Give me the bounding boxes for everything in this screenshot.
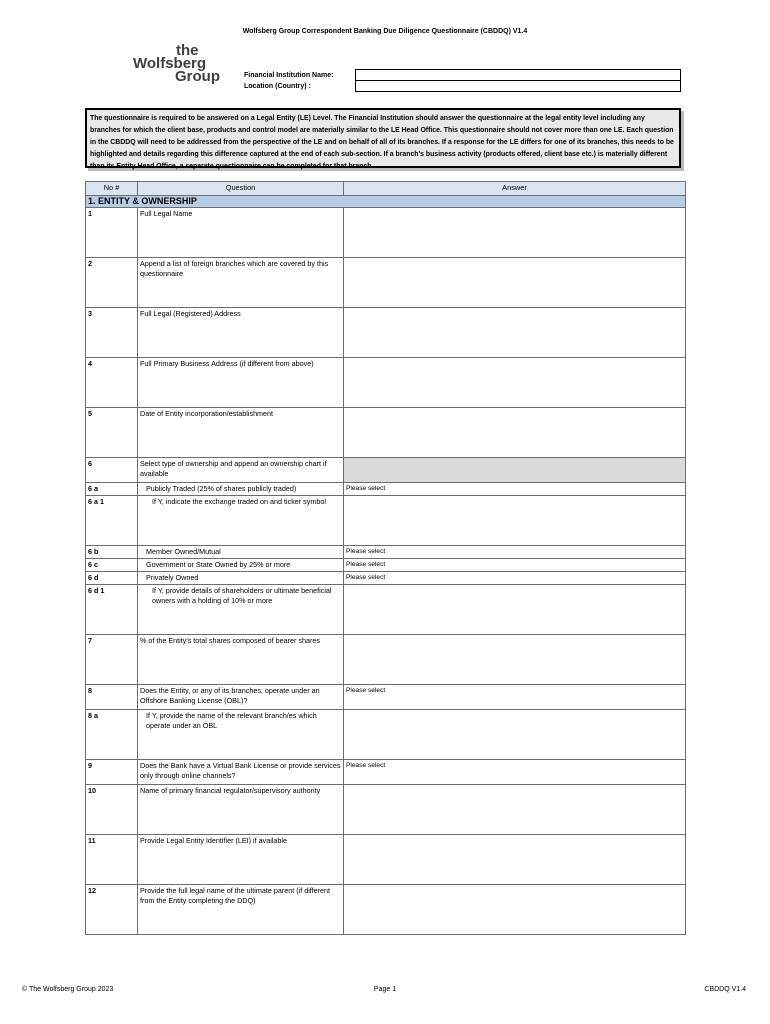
- row-number: 6 c: [86, 559, 138, 572]
- table-row: [86, 760, 686, 785]
- row-number: 6 a 1: [86, 496, 138, 546]
- table-row: [86, 308, 686, 358]
- row-number: 8 a: [86, 710, 138, 760]
- answer-select[interactable]: Please select: [344, 483, 686, 496]
- row-question: If Y, provide details of shareholders or ultimate beneficial owners with a holding of 10% or more: [138, 585, 344, 635]
- row-question: Full Legal Name: [138, 208, 344, 258]
- row-question: Date of Entity incorporation/establishment: [138, 408, 344, 458]
- row-question: If Y, indicate the exchange traded on and ticker symbol: [138, 496, 344, 546]
- table-row: [86, 585, 686, 635]
- row-number: 12: [86, 885, 138, 935]
- table-row: [86, 835, 686, 885]
- row-question: If Y, provide the name of the relevant branch/es which operate under an OBL: [138, 710, 344, 760]
- row-number: 3: [86, 308, 138, 358]
- answer-select[interactable]: Please select: [344, 760, 686, 785]
- header-answer: Answer: [344, 182, 686, 196]
- row-number: 6 a: [86, 483, 138, 496]
- row-question: Append a list of foreign branches which are covered by this questionnaire: [138, 258, 344, 308]
- table-row: [86, 885, 686, 935]
- answer-field[interactable]: [344, 835, 686, 885]
- wolfsberg-logo: the Wolfsberg Group: [133, 42, 220, 85]
- table-row: [86, 559, 686, 572]
- answer-select[interactable]: Please select: [344, 572, 686, 585]
- table-row: [86, 546, 686, 559]
- answer-field[interactable]: [344, 358, 686, 408]
- table-row: [86, 710, 686, 760]
- questionnaire-table: [85, 181, 686, 935]
- row-question: Provide Legal Entity Identifier (LEI) if available: [138, 835, 344, 885]
- header-question: Question: [138, 182, 344, 196]
- answer-select[interactable]: Please select: [344, 559, 686, 572]
- footer-copyright: © The Wolfsberg Group 2023: [22, 986, 114, 993]
- row-question: Full Primary Business Address (if different from above): [138, 358, 344, 408]
- row-question: Government or State Owned by 25% or more: [138, 559, 344, 572]
- answer-field[interactable]: [344, 635, 686, 685]
- table-row: [86, 208, 686, 258]
- row-question: Publicly Traded (25% of shares publicly traded): [138, 483, 344, 496]
- fi-name-field[interactable]: [355, 69, 681, 81]
- footer-page-number: Page 1: [373, 986, 397, 993]
- answer-field[interactable]: [344, 885, 686, 935]
- row-number: 2: [86, 258, 138, 308]
- row-question: Provide the full legal name of the ultimate parent (if different from the Entity completing the DDQ): [138, 885, 344, 935]
- answer-field[interactable]: [344, 408, 686, 458]
- table-row: [86, 483, 686, 496]
- row-question: Does the Entity, or any of its branches, operate under an Offshore Banking License (OBL)?: [138, 685, 344, 710]
- row-question: Name of primary financial regulator/supervisory authority: [138, 785, 344, 835]
- table-header-row: [86, 182, 686, 196]
- answer-field-disabled: [344, 458, 686, 483]
- table-row: [86, 258, 686, 308]
- table-row: [86, 496, 686, 546]
- row-question: Member Owned/Mutual: [138, 546, 344, 559]
- table-row: [86, 408, 686, 458]
- institution-labels: [244, 70, 333, 92]
- row-number: 6 d: [86, 572, 138, 585]
- answer-field[interactable]: [344, 785, 686, 835]
- fi-name-label: Financial Institution Name:: [244, 72, 334, 79]
- section-row: [86, 196, 686, 208]
- intro-instructions: The questionnaire is required to be answered on a Legal Entity (LE) Level. The Financial Institution should answer the questionnaire at the legal entity level including any branches for which the client base, products and control model are materially similar to the LE Head Office. This questionnaire should not cover more than one LE. Each question in the CBDDQ will need to be addressed from the perspective of the LE and on behalf of all of its branches. If a response for the LE differs for one of its branches, this needs to be highlighted and details regarding this difference captured at the end of each sub-section. If a branch's business activity (products offered, client base etc.) is materially different than its Entity Head Office, a separate questionnaire can be completed for that branch.: [85, 108, 681, 168]
- location-label: Location (Country) :: [244, 83, 311, 90]
- row-number: 10: [86, 785, 138, 835]
- row-number: 11: [86, 835, 138, 885]
- header-no: No #: [86, 182, 138, 196]
- answer-select[interactable]: Please select: [344, 546, 686, 559]
- table-row: [86, 685, 686, 710]
- row-number: 1: [86, 208, 138, 258]
- table-row: [86, 785, 686, 835]
- table-row: [86, 635, 686, 685]
- row-number: 6 b: [86, 546, 138, 559]
- row-number: 6: [86, 458, 138, 483]
- answer-field[interactable]: [344, 585, 686, 635]
- row-number: 4: [86, 358, 138, 408]
- row-number: 9: [86, 760, 138, 785]
- answer-field[interactable]: [344, 496, 686, 546]
- row-number: 6 d 1: [86, 585, 138, 635]
- answer-field[interactable]: [344, 308, 686, 358]
- answer-field[interactable]: [344, 710, 686, 760]
- footer-version: CBDDQ V1.4: [704, 986, 746, 993]
- answer-field[interactable]: [344, 208, 686, 258]
- table-row: [86, 458, 686, 483]
- answer-field[interactable]: [344, 258, 686, 308]
- section-title: 1. ENTITY & OWNERSHIP: [86, 196, 686, 208]
- row-question: % of the Entity's total shares composed of bearer shares: [138, 635, 344, 685]
- document-title: Wolfsberg Group Correspondent Banking Due Diligence Questionnaire (CBDDQ) V1.4: [242, 28, 528, 35]
- row-question: Select type of ownership and append an ownership chart if available: [138, 458, 344, 483]
- row-question: Does the Bank have a Virtual Bank License or provide services only through online channels?: [138, 760, 344, 785]
- location-field[interactable]: [355, 81, 681, 92]
- answer-select[interactable]: Please select: [344, 685, 686, 710]
- table-row: [86, 572, 686, 585]
- row-number: 8: [86, 685, 138, 710]
- row-number: 5: [86, 408, 138, 458]
- row-number: 7: [86, 635, 138, 685]
- institution-fields: [355, 69, 681, 92]
- table-row: [86, 358, 686, 408]
- row-question: Full Legal (Registered) Address: [138, 308, 344, 358]
- row-question: Privately Owned: [138, 572, 344, 585]
